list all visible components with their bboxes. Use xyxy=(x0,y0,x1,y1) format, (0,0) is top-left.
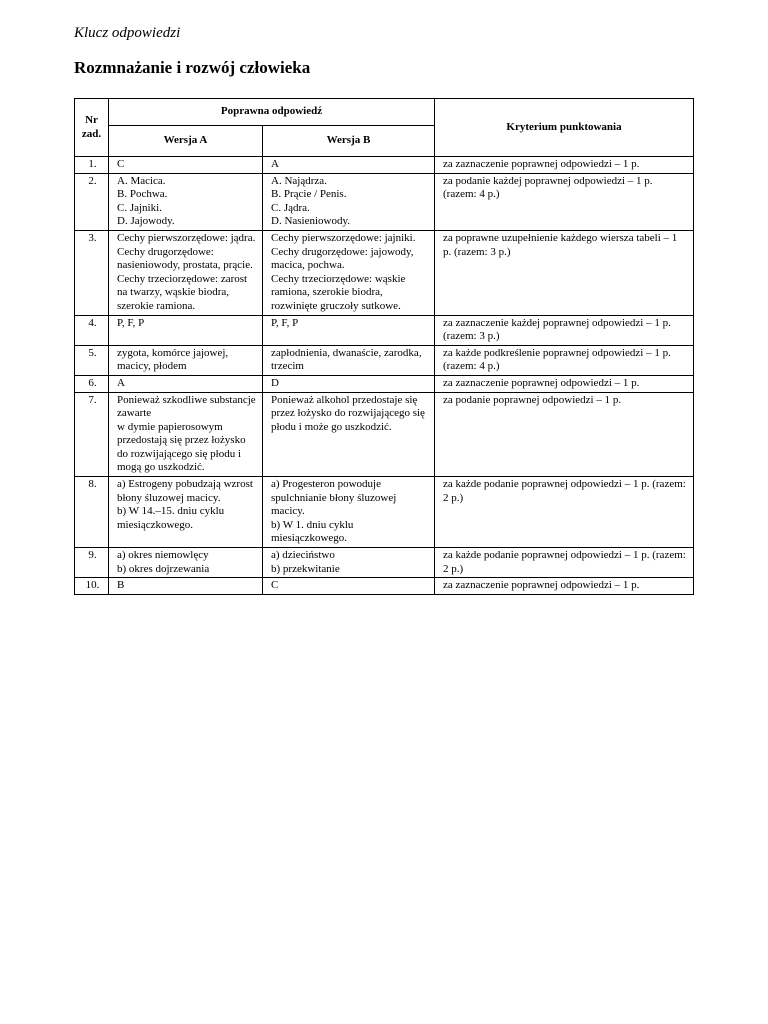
answer-line: Cechy trzeciorzędowe: wąskie ramiona, szerokie biodra, rozwinięte gruczoły sutkowe. xyxy=(271,272,406,312)
answer-line: C. Jądra. xyxy=(271,201,310,214)
answer-line: B xyxy=(117,579,125,592)
scoring-criteria: za podanie poprawnej odpowiedzi – 1 p. xyxy=(435,392,694,477)
answer-line: B. Prącie / Penis. xyxy=(271,188,347,201)
answer-line: P, F, P xyxy=(117,316,145,329)
answer-line: Cechy pierwszorzędowe: jajniki. xyxy=(271,231,416,244)
task-number: 9. xyxy=(75,548,109,578)
answer-version-b xyxy=(263,157,435,174)
answer-line: A. Najądrza. xyxy=(271,174,327,187)
answer-line: b) przekwitanie xyxy=(271,562,340,575)
answer-version-b xyxy=(263,477,435,548)
answer-line: B. Pochwa. xyxy=(117,188,168,201)
task-number: 1. xyxy=(75,157,109,174)
header-version-a: Wersja A xyxy=(109,126,263,157)
scoring-criteria: za każde podanie poprawnej odpowiedzi – 1 p. (razem: 2 p.) xyxy=(435,548,694,578)
answer-line: a) okres niemowlęcy xyxy=(117,549,209,562)
answer-key-table xyxy=(74,98,694,595)
answer-version-a xyxy=(109,173,263,230)
task-number: 4. xyxy=(75,315,109,345)
scoring-criteria: za zaznaczenie poprawnej odpowiedzi – 1 p. xyxy=(435,578,694,595)
answer-line: Cechy drugorzędowe: nasieniowody, prostata, prącie. xyxy=(117,245,253,272)
task-number: 10. xyxy=(75,578,109,595)
scoring-criteria: za każde podkreślenie poprawnej odpowiedzi – 1 p. (razem: 4 p.) xyxy=(435,345,694,375)
header-nr: Nr zad. xyxy=(75,99,109,157)
answer-line: Cechy trzeciorzędowe: zarost na twarzy, wąskie biodra, szerokie ramiona. xyxy=(117,272,248,312)
answer-line: w dymie papierosowym przedostają się przez łożysko do rozwijającego się płodu i mogą go uszkodzić. xyxy=(117,420,246,474)
answer-version-b xyxy=(263,173,435,230)
answer-version-b xyxy=(263,230,435,315)
answer-line: a) Estrogeny pobudzają wzrost błony śluzowej macicy. xyxy=(117,478,253,504)
task-number: 8. xyxy=(75,477,109,548)
answer-version-a xyxy=(109,315,263,345)
task-number: 6. xyxy=(75,375,109,392)
answer-line: D xyxy=(271,376,279,389)
scoring-criteria: za zaznaczenie poprawnej odpowiedzi – 1 p. xyxy=(435,157,694,174)
answer-version-a xyxy=(109,392,263,477)
answer-version-b xyxy=(263,375,435,392)
table-row xyxy=(75,578,694,595)
answer-version-a xyxy=(109,548,263,578)
table-row xyxy=(75,392,694,477)
page-title: Rozmnażanie i rozwój człowieka xyxy=(74,58,311,77)
task-number: 7. xyxy=(75,392,109,477)
scoring-criteria: za podanie każdej poprawnej odpowiedzi – 1 p. (razem: 4 p.) xyxy=(435,173,694,230)
header-correct-answer: Poprawna odpowiedź xyxy=(109,99,435,126)
header-criteria: Kryterium punktowania xyxy=(435,99,694,157)
answer-line: D. Jajowody. xyxy=(117,215,175,228)
answer-line: C. Jajniki. xyxy=(117,201,162,214)
answer-version-a xyxy=(109,230,263,315)
scoring-criteria: za zaznaczenie każdej poprawnej odpowiedzi – 1 p. (razem: 3 p.) xyxy=(435,315,694,345)
answer-version-b xyxy=(263,315,435,345)
answer-line: A xyxy=(117,376,125,389)
answer-version-a xyxy=(109,345,263,375)
answer-version-a xyxy=(109,157,263,174)
answer-version-a xyxy=(109,477,263,548)
answer-line: D. Nasieniowody. xyxy=(271,215,351,228)
answer-line: b) W 1. dniu cyklu miesiączkowego. xyxy=(271,518,354,545)
answer-line: a) dzieciństwo xyxy=(271,549,335,562)
table-row xyxy=(75,173,694,230)
answer-line: Cechy pierwszorzędowe: jądra. xyxy=(117,231,256,244)
answer-line: A xyxy=(271,158,279,170)
answer-line: C xyxy=(117,158,125,170)
answer-line: zygota, komórce jajowej, macicy, płodem xyxy=(117,346,229,373)
table-row xyxy=(75,157,694,174)
answer-line: C xyxy=(271,579,279,592)
table-row xyxy=(75,477,694,548)
scoring-criteria: za poprawne uzupełnienie każdego wiersza tabeli – 1 p. (razem: 3 p.) xyxy=(435,230,694,315)
table-body xyxy=(75,157,694,595)
header-version-b: Wersja B xyxy=(263,126,435,157)
answer-line: b) W 14.–15. dniu cyklu miesiączkowego. xyxy=(117,505,225,531)
task-number: 3. xyxy=(75,230,109,315)
answer-version-b xyxy=(263,548,435,578)
scoring-criteria: za każde podanie poprawnej odpowiedzi – 1 p. (razem: 2 p.) xyxy=(435,477,694,548)
answer-line: a) Progesteron powoduje spulchnianie błony śluzowej macicy. xyxy=(271,478,397,518)
table-header xyxy=(75,99,694,157)
answer-line: A. Macica. xyxy=(117,174,166,187)
table-row xyxy=(75,230,694,315)
table-row xyxy=(75,345,694,375)
answer-version-a xyxy=(109,578,263,595)
answer-line: b) okres dojrzewania xyxy=(117,562,210,575)
table-row xyxy=(75,548,694,578)
answer-version-a xyxy=(109,375,263,392)
answer-version-b xyxy=(263,392,435,477)
task-number: 2. xyxy=(75,173,109,230)
table-row xyxy=(75,375,694,392)
answer-version-b xyxy=(263,578,435,595)
table-row xyxy=(75,315,694,345)
answer-line: zapłodnienia, dwanaście, zarodka, trzecim xyxy=(271,346,422,373)
answer-line: Ponieważ szkodliwe substancje zawarte xyxy=(117,393,256,420)
answer-line: Ponieważ alkohol przedostaje się przez łożysko do rozwijającego się płodu i może go uszkodzić. xyxy=(271,393,425,433)
answer-version-b xyxy=(263,345,435,375)
scoring-criteria: za zaznaczenie poprawnej odpowiedzi – 1 p. xyxy=(435,375,694,392)
answer-line: Cechy drugorzędowe: jajowody, macica, pochwa. xyxy=(271,245,414,272)
task-number: 5. xyxy=(75,345,109,375)
document-header: Klucz odpowiedzi xyxy=(74,25,181,41)
answer-line: P, F, P xyxy=(271,316,299,329)
